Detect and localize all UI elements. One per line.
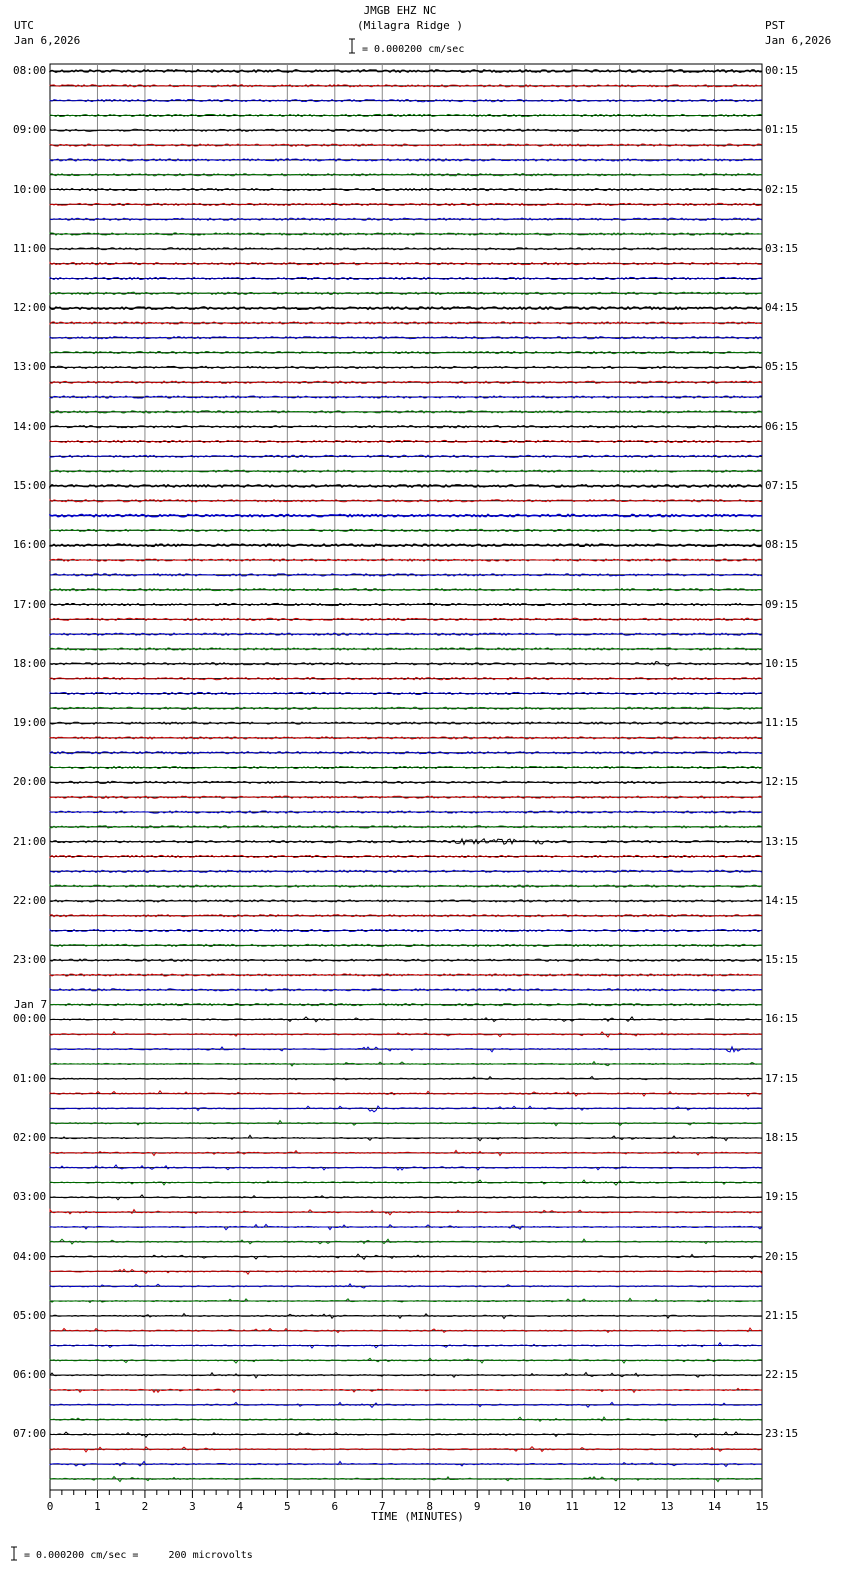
x-tick-label: 11 <box>565 1500 579 1513</box>
pst-hour-label: 09:15 <box>765 597 799 611</box>
pst-hour-label: 07:15 <box>765 478 799 492</box>
utc-hour-label: 16:00 <box>13 538 47 552</box>
seismic-trace <box>50 662 762 666</box>
station-title: JMGB EHZ NC <box>363 4 437 17</box>
seismic-trace <box>50 337 762 339</box>
seismic-trace <box>50 1388 762 1392</box>
pst-hour-label: 19:15 <box>765 1190 799 1204</box>
x-tick-label: 7 <box>378 1500 386 1513</box>
seismic-trace <box>50 1461 762 1466</box>
pst-hour-label: 00:15 <box>765 64 799 77</box>
pst-hour-label: 18:15 <box>765 1131 799 1145</box>
x-tick-label: 13 <box>660 1500 674 1513</box>
utc-hour-label: 13:00 <box>13 360 47 374</box>
utc-hour-label: 23:00 <box>13 953 47 967</box>
seismic-trace <box>50 114 762 116</box>
utc-hour-label: 05:00 <box>13 1308 47 1322</box>
pst-hour-label: 06:15 <box>765 419 799 433</box>
x-tick-label: 15 <box>755 1500 769 1513</box>
seismic-trace <box>50 1254 762 1259</box>
seismic-trace <box>50 559 762 561</box>
utc-hour-label: 18:00 <box>13 656 47 670</box>
seismic-trace <box>50 1239 762 1244</box>
utc-hour-label: 14:00 <box>13 419 47 433</box>
seismic-trace <box>50 70 762 72</box>
utc-hour-label: 17:00 <box>13 597 47 611</box>
utc-hour-label: 20:00 <box>13 775 47 789</box>
utc-hour-label: 09:00 <box>13 123 47 137</box>
pst-hour-label: 13:15 <box>765 834 799 848</box>
utc-hour-label: 11:00 <box>13 241 47 255</box>
utc-hour-label: 06:00 <box>13 1368 47 1382</box>
x-tick-label: 9 <box>473 1500 481 1513</box>
pst-hour-label: 04:15 <box>765 301 799 315</box>
x-tick-label: 4 <box>236 1500 244 1513</box>
x-tick-label: 3 <box>189 1500 196 1513</box>
utc-hour-label: 22:00 <box>13 893 47 907</box>
pst-hour-label: 14:15 <box>765 893 799 907</box>
pst-hour-label: 12:15 <box>765 775 799 789</box>
pst-hour-label: 21:15 <box>765 1308 799 1322</box>
x-tick-label: 8 <box>426 1500 434 1513</box>
pst-hour-label: 03:15 <box>765 241 799 255</box>
pst-hour-label: 16:15 <box>765 1012 799 1026</box>
pst-hour-label: 02:15 <box>765 182 799 196</box>
x-tick-label: 0 <box>46 1500 54 1513</box>
seismic-trace <box>50 1328 762 1333</box>
pst-hour-label: 20:15 <box>765 1249 799 1263</box>
seismic-trace <box>50 174 762 176</box>
pst-hour-label: 11:15 <box>765 716 799 730</box>
pst-hour-label: 22:15 <box>765 1368 799 1382</box>
x-tick-label: 5 <box>284 1500 291 1513</box>
utc-hour-label: 04:00 <box>13 1249 47 1263</box>
seismic-trace <box>50 1477 762 1482</box>
utc-hour-label: 10:00 <box>13 182 47 196</box>
seismic-trace <box>50 1180 762 1185</box>
seismic-trace <box>50 396 762 398</box>
seismic-trace <box>50 618 762 620</box>
right-zone-label: PST <box>765 19 785 32</box>
seismic-trace <box>50 1298 762 1302</box>
seismic-trace <box>50 1195 762 1200</box>
pst-hour-label: 08:15 <box>765 538 799 552</box>
x-tick-label: 12 <box>612 1500 627 1513</box>
seismic-trace <box>50 1091 762 1096</box>
pst-hour-label: 15:15 <box>765 953 799 967</box>
x-tick-label: 2 <box>141 1500 149 1513</box>
seismic-trace <box>50 974 762 976</box>
date-change-label: Jan 7 <box>14 998 48 1012</box>
right-date-label: Jan 6,2026 <box>765 34 832 47</box>
x-tick-label: 14 <box>707 1500 722 1513</box>
utc-hour-label: 07:00 <box>13 1427 47 1441</box>
pst-hour-label: 01:15 <box>765 123 799 137</box>
x-axis-label: TIME (MINUTES) <box>371 1510 464 1523</box>
seismic-trace <box>50 737 762 739</box>
site-subtitle: (Milagra Ridge ) <box>357 19 463 32</box>
seismic-trace <box>50 900 762 902</box>
pst-hour-label: 05:15 <box>765 360 799 374</box>
pst-hour-label: 10:15 <box>765 656 799 670</box>
x-tick-label: 6 <box>331 1500 339 1513</box>
seismic-trace <box>50 1447 762 1452</box>
x-tick-label: 10 <box>518 1500 532 1513</box>
seismic-trace <box>50 1314 762 1319</box>
seismic-trace <box>50 930 762 932</box>
seismic-trace <box>50 544 762 546</box>
left-zone-label: UTC <box>14 19 34 32</box>
utc-hour-label: 00:00 <box>13 1012 47 1026</box>
utc-hour-label: 12:00 <box>13 301 47 315</box>
seismic-trace <box>50 1062 762 1066</box>
seismic-trace <box>50 1373 762 1378</box>
header-scale-text: = 0.000200 cm/sec <box>362 44 465 55</box>
seismic-trace <box>50 1343 762 1348</box>
seismic-trace <box>50 1135 762 1140</box>
seismic-trace <box>50 989 762 991</box>
seismic-trace <box>50 426 762 428</box>
pst-hour-label: 23:15 <box>765 1427 799 1441</box>
utc-hour-label: 19:00 <box>13 716 47 730</box>
left-date-label: Jan 6,2026 <box>14 34 81 47</box>
utc-hour-label: 02:00 <box>13 1131 47 1145</box>
utc-hour-label: 21:00 <box>13 834 47 848</box>
footer-scale-text: = 0.000200 cm/sec = 200 microvolts <box>24 1550 253 1561</box>
utc-hour-label: 01:00 <box>13 1071 47 1085</box>
seismic-trace <box>50 1358 762 1363</box>
seismic-trace <box>50 1121 762 1126</box>
utc-hour-label: 08:00 <box>13 64 47 77</box>
utc-hour-label: 03:00 <box>13 1190 47 1204</box>
seismic-trace <box>50 1432 762 1437</box>
pst-hour-label: 17:15 <box>765 1071 799 1085</box>
x-tick-label: 1 <box>94 1500 101 1513</box>
utc-hour-label: 15:00 <box>13 478 47 492</box>
